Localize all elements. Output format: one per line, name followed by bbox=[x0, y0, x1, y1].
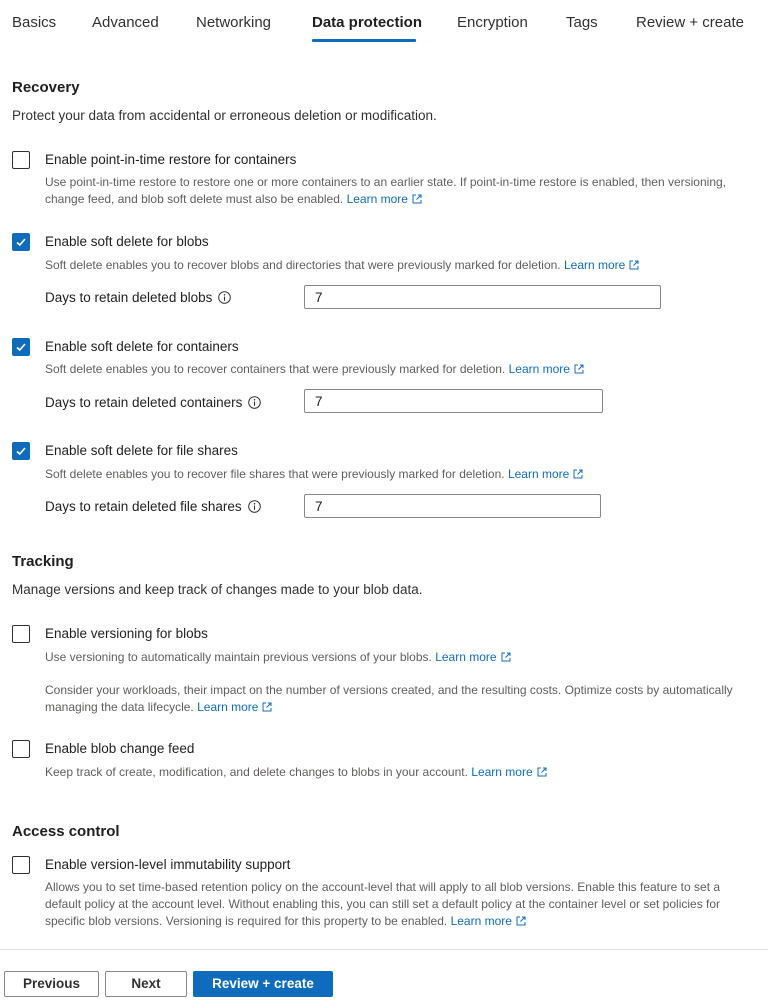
immutability-description-text: Allows you to set time-based retention policy on the account-level that will apply to all blob versions. Enable this feature to set a default policy at the account level. Without enabling this, you can still set a default policy at the container level or set policies for specific blob versions. Versioning is required for this property to be enabled. bbox=[45, 880, 721, 928]
checkmark-icon bbox=[15, 341, 27, 353]
fileshare-days-label bbox=[45, 499, 261, 514]
immutability-description bbox=[45, 879, 757, 930]
external-link-icon bbox=[573, 469, 583, 479]
versioning-description bbox=[45, 649, 757, 666]
versioning-label: Enable versioning for blobs bbox=[45, 626, 208, 641]
tab-advanced[interactable]: Advanced bbox=[92, 14, 159, 31]
tab-review-create[interactable]: Review + create bbox=[636, 14, 744, 31]
fileshare-soft-delete-checkbox[interactable] bbox=[12, 442, 30, 460]
tab-encryption[interactable]: Encryption bbox=[457, 14, 528, 31]
recovery-title: Recovery bbox=[12, 79, 80, 96]
blob-soft-delete-learn-more-link[interactable] bbox=[564, 258, 639, 272]
learn-more-text: Learn more bbox=[563, 258, 626, 272]
blob-soft-delete-checkbox[interactable] bbox=[12, 233, 30, 251]
info-icon[interactable] bbox=[218, 291, 231, 304]
change-feed-description-text: Keep track of create, modification, and delete changes to blobs in your account. bbox=[45, 765, 468, 779]
fileshare-soft-delete-description bbox=[45, 466, 757, 483]
tab-data-protection[interactable]: Data protection bbox=[312, 14, 423, 31]
footer-divider bbox=[0, 949, 768, 950]
recovery-description: Protect your data from accidental or erroneous deletion or modification. bbox=[12, 108, 437, 123]
container-days-input[interactable] bbox=[304, 389, 603, 413]
versioning-cost-note-text: Consider your workloads, their impact on the number of versions created, and the resulting costs. Optimize costs by automatically managing the data lifecycle. bbox=[45, 683, 733, 714]
immutability-checkbox[interactable] bbox=[12, 856, 30, 874]
external-link-icon bbox=[537, 767, 547, 777]
info-icon[interactable] bbox=[248, 500, 261, 513]
external-link-icon bbox=[501, 652, 511, 662]
blob-days-label-text: Days to retain deleted blobs bbox=[45, 290, 213, 305]
versioning-description-text: Use versioning to automatically maintain previous versions of your blobs. bbox=[45, 650, 432, 664]
fileshare-soft-delete-description-text: Soft delete enables you to recover file shares that were previously marked for deletion. bbox=[45, 467, 505, 481]
learn-more-text: Learn more bbox=[450, 914, 512, 928]
fileshare-soft-delete-learn-more-link[interactable] bbox=[508, 467, 583, 481]
container-soft-delete-checkbox[interactable] bbox=[12, 338, 30, 356]
blob-soft-delete-label: Enable soft delete for blobs bbox=[45, 234, 209, 249]
previous-button[interactable]: Previous bbox=[4, 971, 99, 997]
fileshare-soft-delete-label: Enable soft delete for file shares bbox=[45, 443, 238, 458]
external-link-icon bbox=[516, 916, 526, 926]
blob-days-input[interactable] bbox=[304, 285, 661, 309]
external-link-icon bbox=[574, 364, 584, 374]
review-create-button[interactable]: Review + create bbox=[193, 971, 333, 997]
external-link-icon bbox=[412, 194, 422, 204]
pitr-label: Enable point-in-time restore for containers bbox=[45, 152, 297, 167]
learn-more-text: Learn more bbox=[197, 700, 259, 714]
fileshare-days-input[interactable] bbox=[304, 494, 601, 518]
tab-networking[interactable]: Networking bbox=[196, 14, 272, 31]
learn-more-text: Learn more bbox=[435, 650, 497, 664]
immutability-learn-more-link[interactable] bbox=[451, 914, 526, 928]
container-soft-delete-learn-more-link[interactable] bbox=[509, 362, 584, 376]
change-feed-label: Enable blob change feed bbox=[45, 741, 195, 756]
container-soft-delete-description-text: Soft delete enables you to recover containers that were previously marked for deletion. bbox=[45, 362, 506, 376]
change-feed-learn-more-link[interactable] bbox=[471, 765, 546, 779]
next-button[interactable]: Next bbox=[105, 971, 187, 997]
pitr-checkbox[interactable] bbox=[12, 151, 30, 169]
fileshare-days-label-text: Days to retain deleted file shares bbox=[45, 499, 242, 514]
pitr-learn-more-link[interactable] bbox=[347, 192, 422, 206]
external-link-icon bbox=[629, 260, 639, 270]
container-soft-delete-description bbox=[45, 361, 757, 378]
info-icon[interactable] bbox=[248, 396, 261, 409]
versioning-checkbox[interactable] bbox=[12, 625, 30, 643]
blob-days-label bbox=[45, 290, 231, 305]
container-days-label-text: Days to retain deleted containers bbox=[45, 395, 243, 410]
checkmark-icon bbox=[15, 445, 27, 457]
change-feed-checkbox[interactable] bbox=[12, 740, 30, 758]
checkmark-icon bbox=[15, 236, 27, 248]
access-control-title: Access control bbox=[12, 823, 120, 840]
tracking-description: Manage versions and keep track of changes made to your blob data. bbox=[12, 582, 423, 597]
active-tab-indicator bbox=[312, 39, 416, 42]
pitr-description bbox=[45, 174, 757, 208]
change-feed-description bbox=[45, 764, 757, 781]
learn-more-text: Learn more bbox=[508, 362, 570, 376]
external-link-icon bbox=[262, 702, 272, 712]
learn-more-text: Learn more bbox=[346, 192, 408, 206]
container-soft-delete-label: Enable soft delete for containers bbox=[45, 339, 239, 354]
immutability-label: Enable version-level immutability support bbox=[45, 857, 291, 872]
learn-more-text: Learn more bbox=[507, 467, 570, 481]
blob-soft-delete-description bbox=[45, 257, 757, 274]
container-days-label bbox=[45, 395, 261, 410]
tab-tags[interactable]: Tags bbox=[566, 14, 598, 31]
tab-basics[interactable]: Basics bbox=[12, 14, 57, 31]
learn-more-text: Learn more bbox=[471, 765, 533, 779]
versioning-learn-more-link[interactable] bbox=[435, 650, 510, 664]
pitr-description-text: Use point-in-time restore to restore one or more containers to an earlier state. If point-in-time restore is enabled, then versioning, change feed, and blob soft delete must also be enabled. bbox=[45, 175, 726, 206]
blob-soft-delete-description-text: Soft delete enables you to recover blobs and directories that were previously marked for deletion. bbox=[45, 258, 561, 272]
versioning-cost-note bbox=[45, 682, 757, 716]
versioning-note-learn-more-link[interactable] bbox=[197, 700, 272, 714]
tracking-title: Tracking bbox=[12, 553, 74, 570]
